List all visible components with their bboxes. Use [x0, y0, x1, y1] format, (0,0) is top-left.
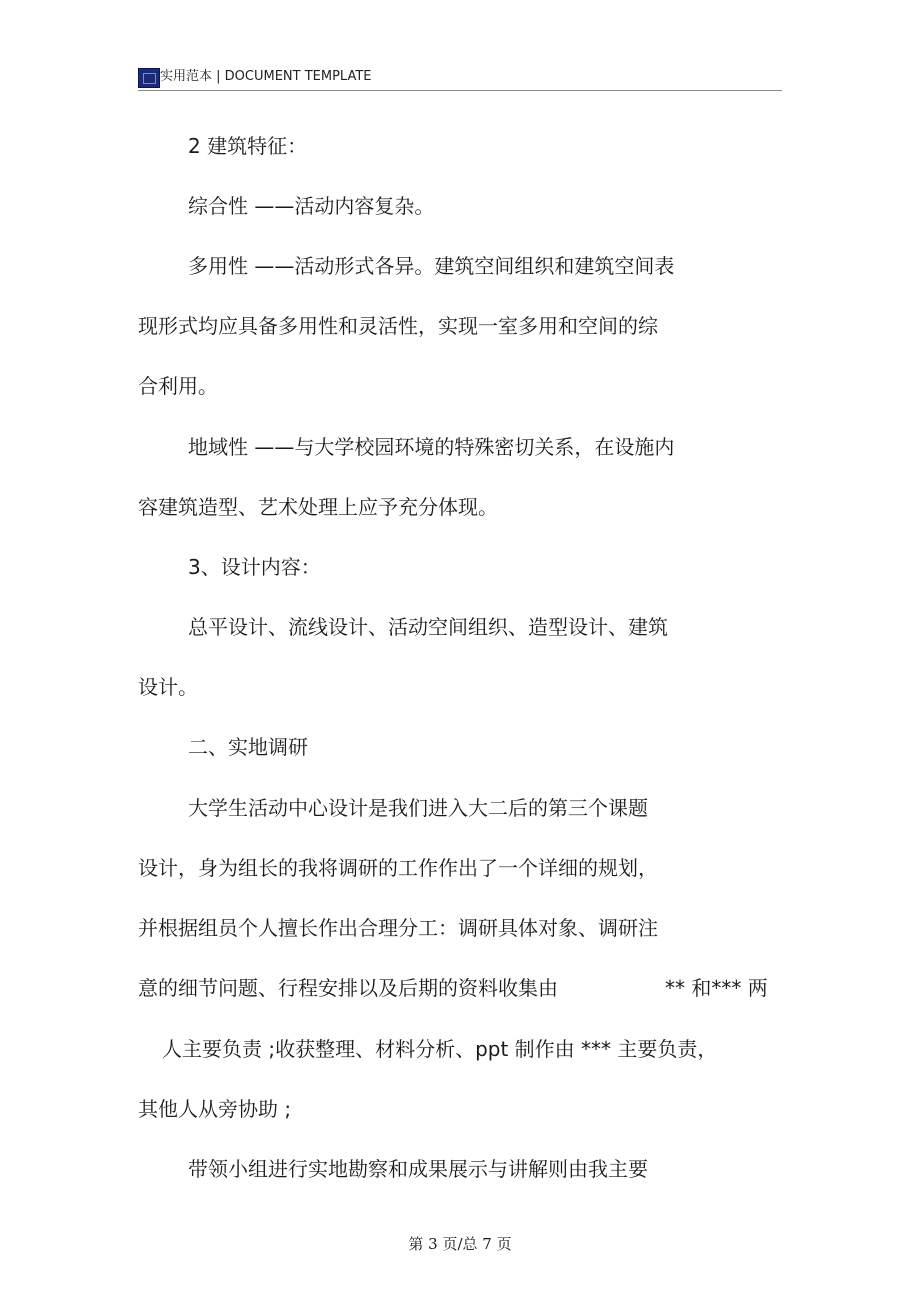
paragraph-line: 容建筑造型、艺术处理上应予充分体现。: [138, 495, 498, 519]
paragraph-line: 人主要负责 ;收获整理、材料分析、ppt 制作由 *** 主要负责，: [162, 1037, 718, 1061]
paragraph-line: 地域性 ——与大学校园环境的特殊密切关系，在设施内: [188, 435, 675, 459]
paragraph-line: 大学生活动中心设计是我们进入大二后的第三个课题: [188, 796, 648, 820]
paragraph-line: 综合性 ——活动内容复杂。: [188, 194, 435, 218]
paragraph-line: 3、设计内容：: [188, 555, 321, 579]
paragraph-line: 二、实地调研: [188, 735, 308, 759]
paragraph-line: 设计。: [138, 675, 198, 699]
page-number: 第 3 页/总 7 页: [408, 1235, 512, 1253]
document-logo-icon: [138, 68, 160, 88]
paragraph-line: 意的细节问题、行程安排以及后期的资料收集由: [138, 976, 558, 1000]
paragraph-line: 设计，身为组长的我将调研的工作作出了一个详细的规划，: [138, 856, 658, 880]
paragraph-line: 现形式均应具备多用性和灵活性，实现一室多用和空间的综: [138, 314, 658, 338]
paragraph-line: ** 和*** 两: [665, 976, 768, 1000]
paragraph-line: 多用性 ——活动形式各异。建筑空间组织和建筑空间表: [188, 254, 675, 278]
paragraph-line: 其他人从旁协助 ;: [138, 1097, 292, 1121]
paragraph-line: 合利用。: [138, 374, 218, 398]
page-header: [138, 66, 782, 90]
paragraph-line: 总平设计、流线设计、活动空间组织、造型设计、建筑: [188, 615, 668, 639]
header-divider: [138, 90, 782, 91]
paragraph-line: 2 建筑特征：: [188, 134, 308, 158]
paragraph-line: 带领小组进行实地勘察和成果展示与讲解则由我主要: [188, 1157, 648, 1181]
paragraph-line: 并根据组员个人擅长作出合理分工：调研具体对象、调研注: [138, 916, 658, 940]
header-title: 实用范本 | DOCUMENT TEMPLATE: [160, 69, 372, 84]
